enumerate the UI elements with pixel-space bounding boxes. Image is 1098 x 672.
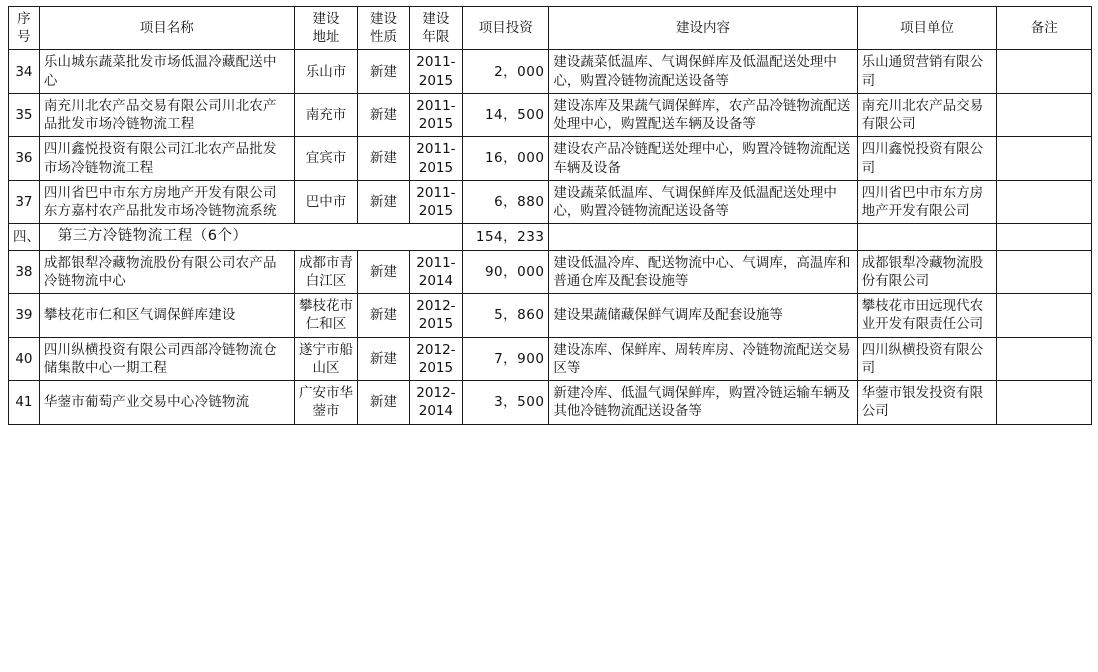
projects-table [8,6,1092,425]
column-header-type-line2: 性质 [370,29,398,46]
column-header-seq [9,7,40,50]
cell-investment: 14，500 [463,93,549,136]
cell-seq: 38 [9,250,40,293]
cell-year: 2011-2015 [409,93,462,136]
cell-type: 新建 [358,180,409,223]
cell-project-name: 成都银犁冷藏物流股份有限公司农产品冷链物流中心 [39,250,294,293]
cell-seq: 41 [9,381,40,424]
table-row [9,337,1092,380]
cell-type: 新建 [358,294,409,337]
column-header-address-line1: 建设 [312,11,340,27]
cell-unit: 四川纵横投资有限公司 [857,337,997,380]
cell-investment: 2，000 [463,50,549,93]
cell-address: 广安市华蓥市 [294,381,358,424]
cell-section-unit [857,224,997,251]
column-header-name [39,7,294,50]
cell-section-label: 第三方冷链物流工程（6个） [39,224,462,251]
cell-note [997,337,1092,380]
column-header-unit [857,7,997,50]
column-header-name-line1: 项目名称 [139,20,194,37]
cell-section-investment: 154，233 [463,224,549,251]
cell-unit: 南充川北农产品交易有限公司 [857,93,997,136]
cell-type: 新建 [358,337,409,380]
cell-unit: 乐山通贸营销有限公司 [857,50,997,93]
column-header-content-line1: 建设内容 [676,20,731,37]
cell-seq: 36 [9,137,40,180]
cell-note [997,381,1092,424]
column-header-note-line1: 备注 [1030,20,1058,37]
column-header-investment-line1: 项目投资 [478,20,533,37]
column-header-type-line1: 建设 [370,11,398,27]
cell-content: 建设果蔬储藏保鲜气调库及配套设施等 [549,294,857,337]
cell-project-name: 四川纵横投资有限公司西部冷链物流仓储集散中心一期工程 [39,337,294,380]
cell-address: 巴中市 [294,180,358,223]
cell-year: 2012-2014 [409,381,462,424]
column-header-unit-line1: 项目单位 [900,20,955,37]
column-header-type [358,7,409,50]
cell-content: 建设低温冷库、配送物流中心、气调库，高温库和普通仓库及配套设施等 [549,250,857,293]
header-row [9,7,1092,50]
cell-seq: 37 [9,180,40,223]
table-row [9,381,1092,424]
cell-year: 2011-2015 [409,137,462,180]
cell-project-name: 乐山城东蔬菜批发市场低温冷藏配送中心 [39,50,294,93]
column-header-year [409,7,462,50]
cell-type: 新建 [358,381,409,424]
cell-content: 新建冷库、低温气调保鲜库，购置冷链运输车辆及其他冷链物流配送设备等 [549,381,857,424]
table-body [9,50,1092,424]
cell-content: 建设冻库、保鲜库、周转库房、冷链物流配送交易区等 [549,337,857,380]
cell-project-name: 攀枝花市仁和区气调保鲜库建设 [39,294,294,337]
cell-section-content [549,224,857,251]
cell-project-name: 四川鑫悦投资有限公司江北农产品批发市场冷链物流工程 [39,137,294,180]
cell-type: 新建 [358,250,409,293]
cell-year: 2011-2015 [409,50,462,93]
cell-unit: 成都银犁冷藏物流股份有限公司 [857,250,997,293]
cell-content: 建设蔬菜低温库、气调保鲜库及低温配送处理中心，购置冷链物流配送设备等 [549,50,857,93]
cell-seq: 40 [9,337,40,380]
section-row [9,224,1092,251]
cell-type: 新建 [358,50,409,93]
cell-address: 遂宁市船山区 [294,337,358,380]
cell-content: 建设冻库及果蔬气调保鲜库，农产品冷链物流配送处理中心，购置配送车辆及设备等 [549,93,857,136]
column-header-content [549,7,857,50]
cell-seq: 35 [9,93,40,136]
table-row [9,50,1092,93]
cell-address: 乐山市 [294,50,358,93]
cell-note [997,294,1092,337]
cell-year: 2011-2015 [409,180,462,223]
cell-address: 宜宾市 [294,137,358,180]
cell-unit: 攀枝花市田远现代农业开发有限责任公司 [857,294,997,337]
cell-year: 2011-2014 [409,250,462,293]
column-header-year-line2: 年限 [422,29,450,46]
cell-section-note [997,224,1092,251]
column-header-address [294,7,358,50]
cell-investment: 5，860 [463,294,549,337]
column-header-seq-line1: 序 [17,11,31,27]
column-header-note [997,7,1092,50]
cell-seq: 39 [9,294,40,337]
cell-note [997,50,1092,93]
cell-investment: 7，900 [463,337,549,380]
cell-unit: 四川省巴中市东方房地产开发有限公司 [857,180,997,223]
cell-note [997,250,1092,293]
cell-type: 新建 [358,137,409,180]
table-row [9,250,1092,293]
column-header-seq-line2: 号 [17,29,31,46]
cell-unit: 华蓥市银发投资有限公司 [857,381,997,424]
cell-investment: 6，880 [463,180,549,223]
cell-content: 建设农产品冷链配送处理中心，购置冷链物流配送车辆及设备 [549,137,857,180]
column-header-investment [463,7,549,50]
cell-investment: 3，500 [463,381,549,424]
cell-address: 成都市青白江区 [294,250,358,293]
table-row [9,137,1092,180]
cell-section-seq: 四、 [9,224,40,251]
table-row [9,93,1092,136]
cell-project-name: 华蓥市葡萄产业交易中心冷链物流 [39,381,294,424]
cell-address: 南充市 [294,93,358,136]
column-header-address-line2: 地址 [312,29,340,46]
cell-note [997,137,1092,180]
cell-content: 建设蔬菜低温库、气调保鲜库及低温配送处理中心，购置冷链物流配送设备等 [549,180,857,223]
cell-project-name: 南充川北农产品交易有限公司川北农产品批发市场冷链物流工程 [39,93,294,136]
cell-project-name: 四川省巴中市东方房地产开发有限公司东方嘉村农产品批发市场冷链物流系统 [39,180,294,223]
column-header-year-line1: 建设 [422,11,450,27]
table-header [9,7,1092,50]
cell-unit: 四川鑫悦投资有限公司 [857,137,997,180]
cell-note [997,93,1092,136]
cell-type: 新建 [358,93,409,136]
cell-investment: 16，000 [463,137,549,180]
cell-address: 攀枝花市仁和区 [294,294,358,337]
table-row [9,180,1092,223]
cell-investment: 90，000 [463,250,549,293]
table-row [9,294,1092,337]
cell-note [997,180,1092,223]
cell-year: 2012-2015 [409,337,462,380]
cell-seq: 34 [9,50,40,93]
cell-year: 2012-2015 [409,294,462,337]
